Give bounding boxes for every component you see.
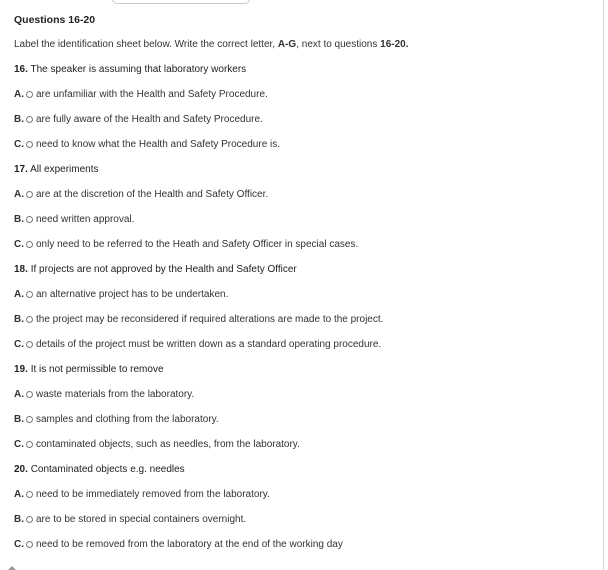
option-letter: A.	[14, 189, 24, 200]
option-letter: B.	[14, 314, 24, 325]
option-letter: B.	[14, 414, 24, 425]
option-20-b[interactable]	[14, 514, 246, 525]
option-text: are fully aware of the Health and Safety Procedure.	[36, 114, 263, 125]
radio-circle-icon[interactable]	[26, 91, 33, 98]
option-letter: A.	[14, 89, 24, 100]
instruction-middle: , next to questions	[296, 39, 381, 50]
option-letter: A.	[14, 389, 24, 400]
question-text: The speaker is assuming that laboratory workers	[30, 64, 247, 75]
radio-circle-icon[interactable]	[26, 391, 33, 398]
option-text: need to be immediately removed from the laboratory.	[36, 489, 270, 500]
question-19	[14, 364, 164, 375]
option-letter: A.	[14, 289, 24, 300]
question-text: Contaminated objects e.g. needles	[30, 464, 185, 475]
radio-circle-icon[interactable]	[26, 441, 33, 448]
instruction-questions: 16-20.	[380, 39, 409, 50]
radio-circle-icon[interactable]	[26, 291, 33, 298]
option-text: an alternative project has to be undertaken.	[36, 289, 229, 300]
radio-circle-icon[interactable]	[26, 316, 33, 323]
option-18-c[interactable]	[14, 339, 381, 350]
option-20-c[interactable]	[14, 539, 343, 550]
option-text: waste materials from the laboratory.	[36, 389, 195, 400]
option-18-b[interactable]	[14, 314, 383, 325]
radio-circle-icon[interactable]	[26, 241, 33, 248]
option-letter: C.	[14, 439, 24, 450]
option-letter: B.	[14, 514, 24, 525]
question-number: 18.	[14, 264, 28, 275]
option-17-a[interactable]	[14, 189, 268, 200]
option-text: details of the project must be written down as a standard operating procedure.	[36, 339, 382, 350]
option-text: need to be removed from the laboratory at the end of the working day	[36, 539, 343, 550]
option-19-c[interactable]	[14, 439, 300, 450]
question-18	[14, 264, 297, 275]
radio-circle-icon[interactable]	[26, 491, 33, 498]
question-20	[14, 464, 185, 475]
option-text: the project may be reconsidered if required alterations are made to the project.	[36, 314, 384, 325]
option-letter: B.	[14, 114, 24, 125]
option-19-b[interactable]	[14, 414, 219, 425]
question-number: 17.	[14, 164, 28, 175]
option-letter: C.	[14, 139, 24, 150]
top-partial-control	[112, 0, 250, 4]
option-letter: C.	[14, 539, 24, 550]
option-20-a[interactable]	[14, 489, 270, 500]
option-18-a[interactable]	[14, 289, 228, 300]
radio-circle-icon[interactable]	[26, 141, 33, 148]
instruction-range: A-G	[277, 39, 297, 50]
question-text: It is not permissible to remove	[30, 364, 164, 375]
radio-circle-icon[interactable]	[26, 116, 33, 123]
question-text: All experiments	[30, 164, 99, 175]
radio-circle-icon[interactable]	[26, 191, 33, 198]
question-number: 16.	[14, 64, 28, 75]
option-text: are to be stored in special containers overnight.	[36, 514, 247, 525]
option-text: samples and clothing from the laboratory.	[36, 414, 219, 425]
radio-circle-icon[interactable]	[26, 341, 33, 348]
question-17	[14, 164, 99, 175]
option-16-b[interactable]	[14, 114, 263, 125]
option-text: are at the discretion of the Health and Safety Officer.	[36, 189, 269, 200]
option-text: need to know what the Health and Safety Procedure is.	[36, 139, 281, 150]
question-16	[14, 64, 246, 75]
scroll-up-arrow-icon[interactable]	[8, 566, 16, 570]
radio-circle-icon[interactable]	[26, 541, 33, 548]
radio-circle-icon[interactable]	[26, 516, 33, 523]
option-letter: A.	[14, 489, 24, 500]
radio-circle-icon[interactable]	[26, 416, 33, 423]
instruction-text	[14, 39, 409, 50]
section-title: Questions 16-20	[14, 14, 96, 26]
option-17-b[interactable]	[14, 214, 134, 225]
option-letter: C.	[14, 239, 24, 250]
question-number: 20.	[14, 464, 28, 475]
option-text: are unfamiliar with the Health and Safety Procedure.	[36, 89, 268, 100]
radio-circle-icon[interactable]	[26, 216, 33, 223]
scrollbar[interactable]	[603, 0, 608, 570]
question-number: 19.	[14, 364, 28, 375]
question-text: If projects are not approved by the Health and Safety Officer	[30, 264, 297, 275]
option-letter: B.	[14, 214, 24, 225]
option-17-c[interactable]	[14, 239, 358, 250]
instruction-prefix: Label the identification sheet below. Write the correct letter,	[14, 39, 278, 50]
option-19-a[interactable]	[14, 389, 194, 400]
option-text: only need to be referred to the Heath and Safety Officer in special cases.	[36, 239, 359, 250]
option-text: need written approval.	[36, 214, 135, 225]
option-text: contaminated objects, such as needles, from the laboratory.	[36, 439, 300, 450]
option-letter: C.	[14, 339, 24, 350]
option-16-a[interactable]	[14, 89, 268, 100]
option-16-c[interactable]	[14, 139, 280, 150]
